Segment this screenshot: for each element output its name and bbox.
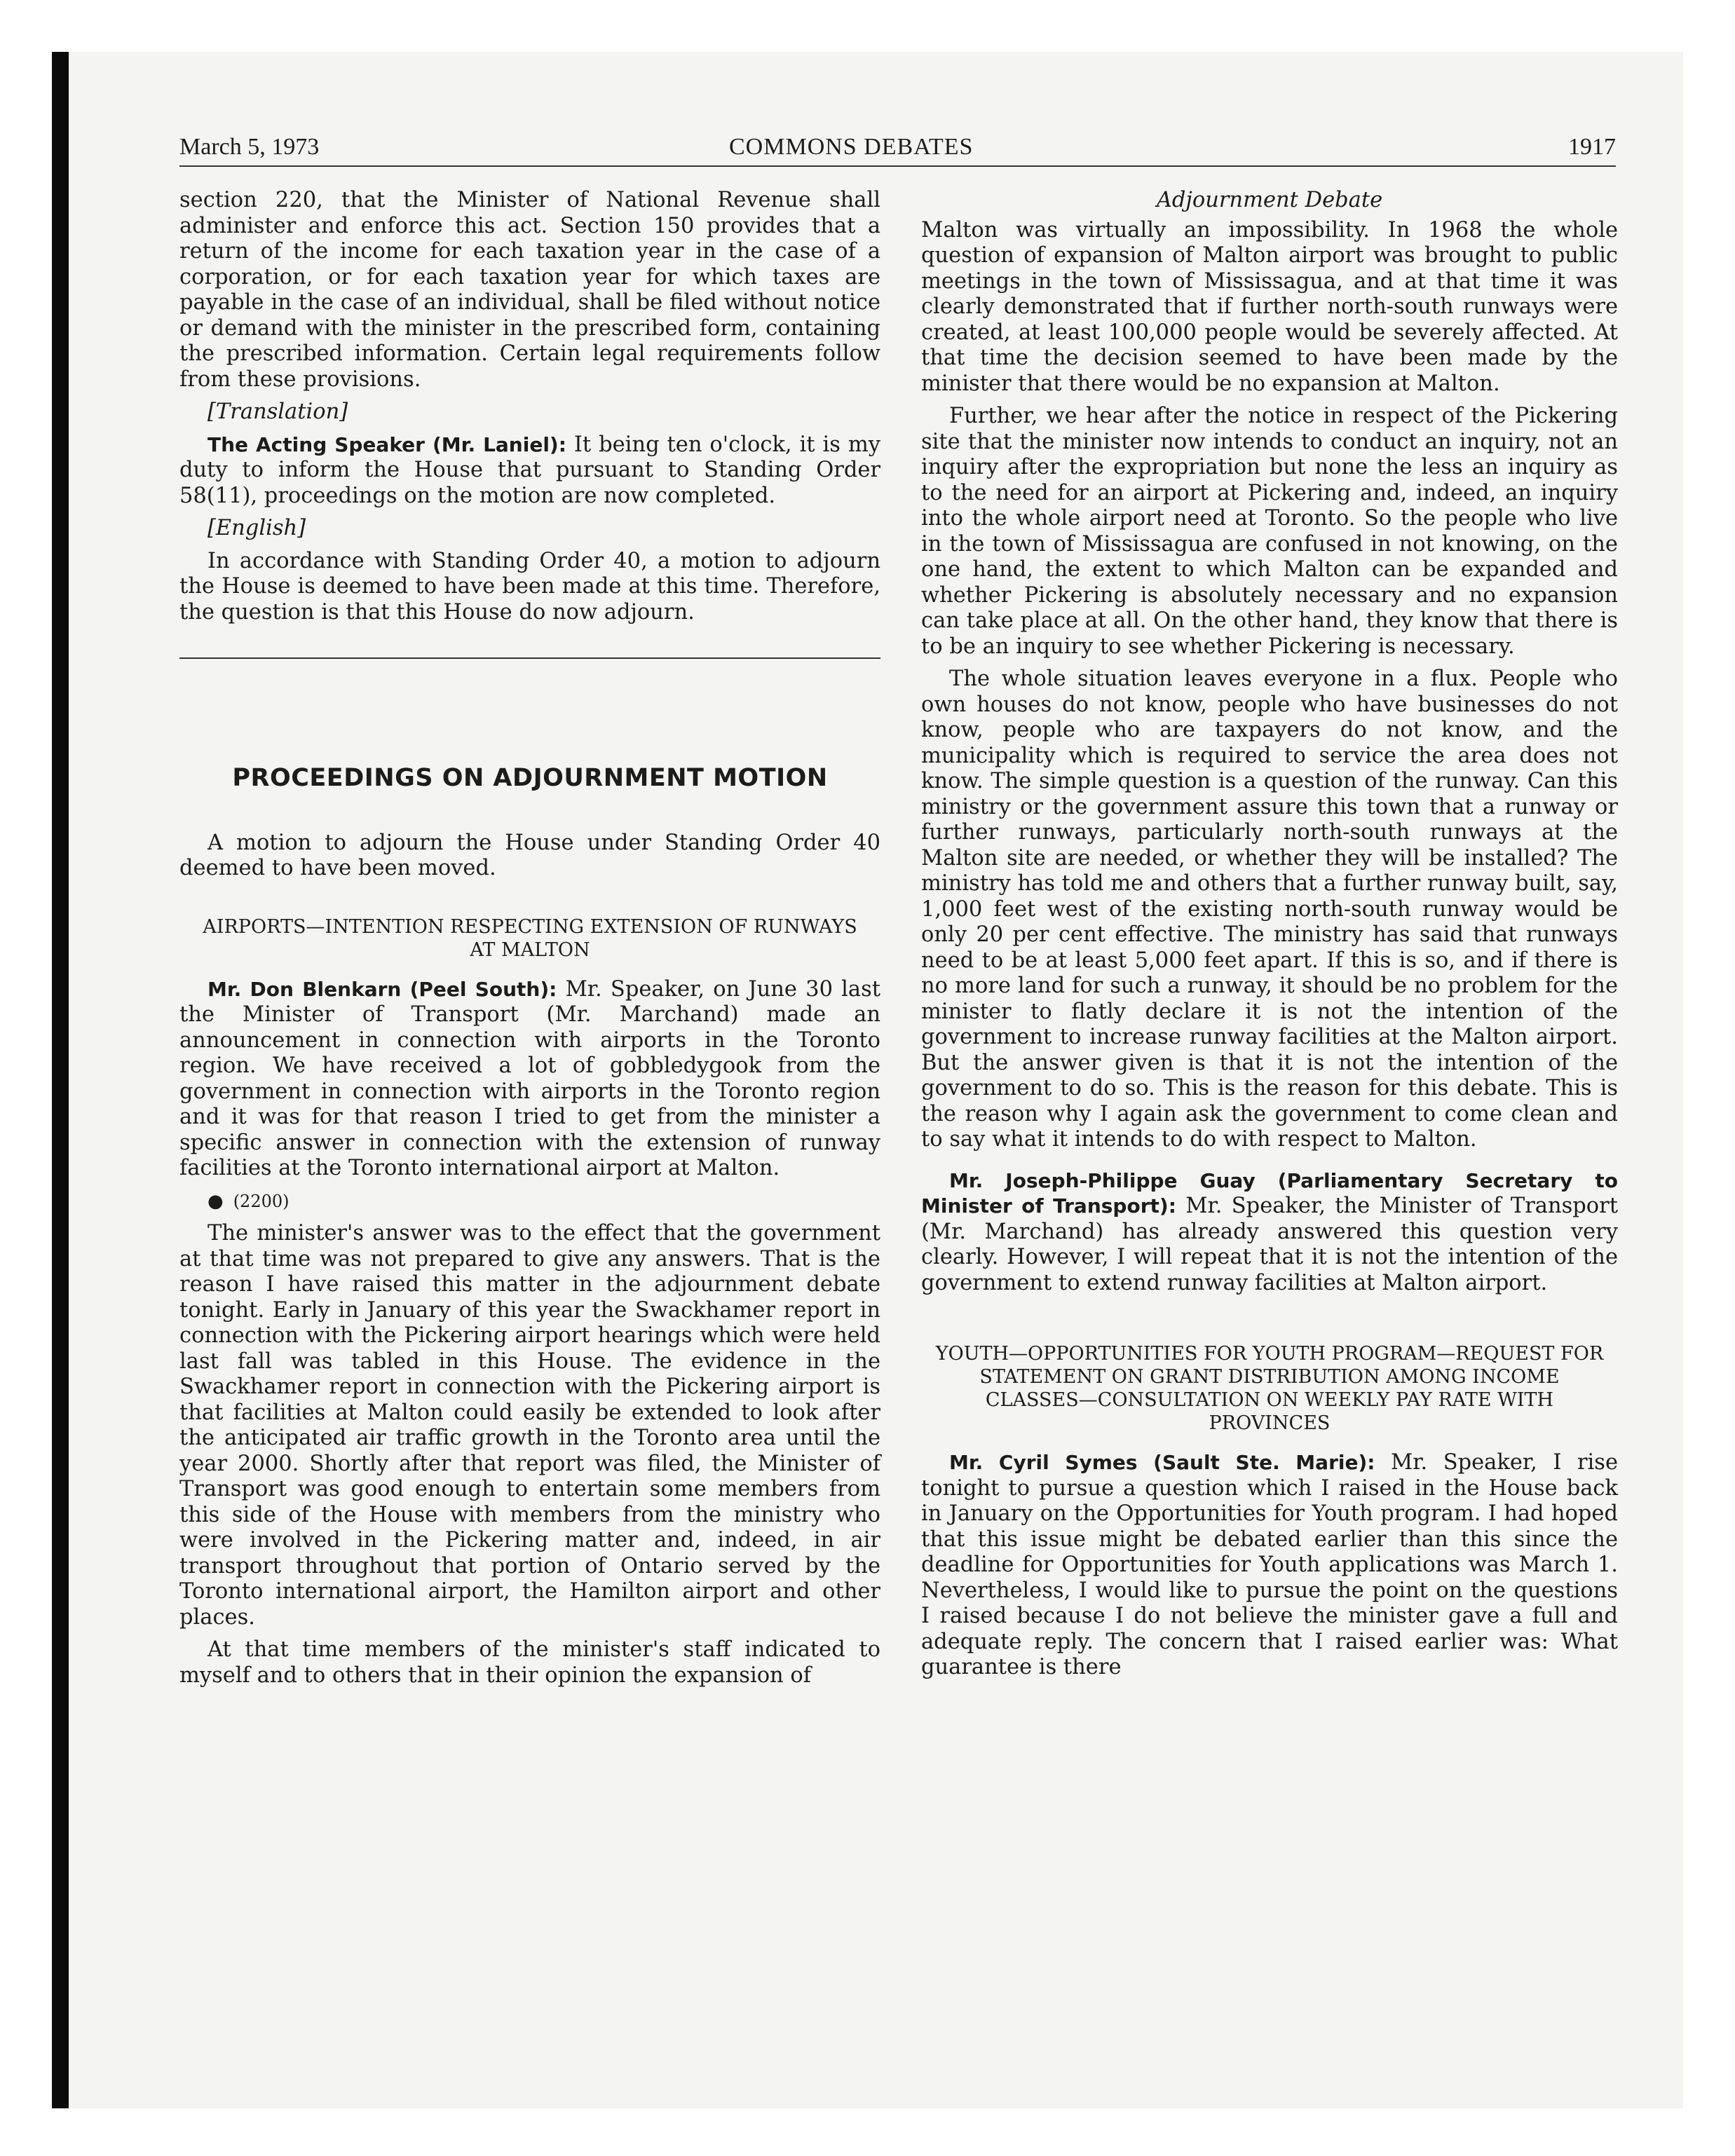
paragraph: The whole situation leaves everyone in a flux. People who own houses do not know, people who have businesses do not know, people who are taxpayers do not know, and the municipality which is required to service the area does not know. The simple question is a question of the runway. Can this ministry or the government assure this town that a runway or further runways, particularly north-south runways at the Malton site are needed, or whether they will be installed? The ministry has told me and others that a further runway built, say, 1,000 feet west of the existing north-south runway would be only 20 per cent effective. The ministry has said that runways need to be at least 5,000 feet apart. If this is so, and if there is no more land for such a runway, it should be no problem for the minister to flatly declare it is not the intention of the government to increase runway facilities at the Malton airport. But the answer given is that it is not the intention of the government to do so. This is the reason for this debate. This is the reason why I again ask the government to come clean and to say what it intends to do with respect to Malton. [921,667,1618,1152]
scan-edge-bar [52,52,69,2108]
running-head: Adjournment Debate [1156,188,1383,212]
header-rule [179,165,1616,167]
translation-tag: [Translation] [207,400,348,424]
speech-text: It being ten o'clock, it is my duty to inform the House that pursuant to Standing Order 58(11), proceedings on the motion are now completed. [179,432,880,508]
speech-text: Mr. Speaker, I rise tonight to pursue a question which I raised in the House back in January on the Opportunities for Youth program. I had hoped that this issue might be debated earlier than this since the deadline for Opportunities for Youth applications was March 1. Nevertheless, I would like to pursue the point on the questions I raised because I do not believe the minister gave a full and adequate reply. The concern that I raised earlier was: What guarantee is there [921,1450,1618,1679]
section-title: PROCEEDINGS ON ADJOURNMENT MOTION [232,764,828,792]
header-title: COMMONS DEBATES [729,134,974,160]
speaker-name: The Acting Speaker (Mr. Laniel): [207,432,566,456]
sub-heading: AIRPORTS—INTENTION RESPECTING EXTENSION OF RUNWAYS AT MALTON [203,915,857,961]
section-divider [179,657,880,659]
header-page-number: 1917 [1568,134,1616,160]
left-column [179,188,880,1696]
speaker-name: Mr. Joseph-Philippe Guay (Parliamentary Secretary to Minister of Transport): [921,1168,1618,1217]
sub-heading: YOUTH—OPPORTUNITIES FOR YOUTH PROGRAM—REQUEST FOR STATEMENT ON GRANT DISTRIBUTION AMONG INCOME CLASSES—CONSULTATION ON WEEKLY PAY RATE WITH PROVINCES [935,1343,1604,1434]
paragraph [921,1450,1618,1681]
paragraph: A motion to adjourn the House under Standing Order 40 deemed to have been moved. [179,830,880,880]
right-column [921,188,1618,1688]
paragraph: In accordance with Standing Order 40, a motion to adjourn the House is deemed to have been made at this time. Therefore, the question is that this House do now adjourn. [179,548,880,625]
paragraph [179,432,880,510]
speaker-name: Mr. Don Blenkarn (Peel South): [207,977,557,1001]
speaker-name: Mr. Cyril Symes (Sault Ste. Marie): [949,1451,1375,1474]
paragraph: The minister's answer was to the effect that the government at that time was not prepared to give any answers. That is the reason I have raised this matter in the adjournment debate tonight. Early in January of this year the Swackhamer report in connection with the Pickering airport hearings which were held last fall was tabled in this House. The evidence in the Swackhamer report in connection with the Pickering airport is that facilities at Malton could easily be extended to look after the anticipated air traffic growth in the Toronto area until the year 2000. Shortly after that report was filed, the Minister of Transport was good enough to entertain some members from this side of the House with members from the ministry who were involved in the Pickering matter and, indeed, in air transport throughout that portion of Ontario served by the Toronto international airport, the Hamilton airport and other places. [179,1221,880,1630]
header-date: March 5, 1973 [179,134,320,160]
speech-text: Mr. Speaker, the Minister of Transport (Mr. Marchand) has already answered this question very clearly. However, I will repeat that it is not the intention of the government to extend runway facilities at Malton airport. [921,1194,1618,1295]
paragraph: Further, we hear after the notice in respect of the Pickering site that the minister now intends to conduct an inquiry, not an inquiry after the expropriation but none the less an inquiry as to the need for an airport at Pickering and, indeed, an inquiry into the whole airport need at Toronto. So the people who live in the town of Mississagua are confused in not knowing, on the one hand, the extent to which Malton can be expanded and whether Pickering is absolutely necessary and no expansion can take place at all. On the other hand, they know that there is to be an inquiry to see whether Pickering is necessary. [921,404,1618,659]
paragraph [179,977,880,1182]
bullet-icon: ● [207,1190,224,1212]
paragraph: Malton was virtually an impossibility. In 1968 the whole question of expansion of Malton airport was brought to public meetings in the town of Mississagua, and at that time it was clearly demonstrated that if further north-south runways were created, at least 100,000 people would be severely affected. At that time the decision seemed to have been made by the minister that there would be no expansion at Malton. [921,217,1618,396]
paragraph: At that time members of the minister's staff indicated to myself and to others that in their opinion the expansion of [179,1637,880,1688]
speech-text: Mr. Speaker, on June 30 last the Minister of Transport (Mr. Marchand) made an announcement in connection with airports in the Toronto region. We have received a lot of gobbledygook from the government in connection with airports in the Toronto region and it was for that reason I tried to get from the minister a specific answer in connection with the extension of runway facilities at the Toronto international airport at Malton. [179,976,881,1180]
english-tag: [English] [207,516,306,540]
paragraph: section 220, that the Minister of National Revenue shall administer and enforce this act. Section 150 provides that a return of the income for each taxation year in the case of a corporation, or for each taxation year for which taxes are payable in the case of an individual, shall be filed without notice or demand with the minister in the prescribed form, containing the prescribed information. Certain legal requirements follow from these provisions. [179,188,880,392]
time-marker: ● (2200) [207,1190,290,1212]
paragraph [921,1168,1618,1297]
